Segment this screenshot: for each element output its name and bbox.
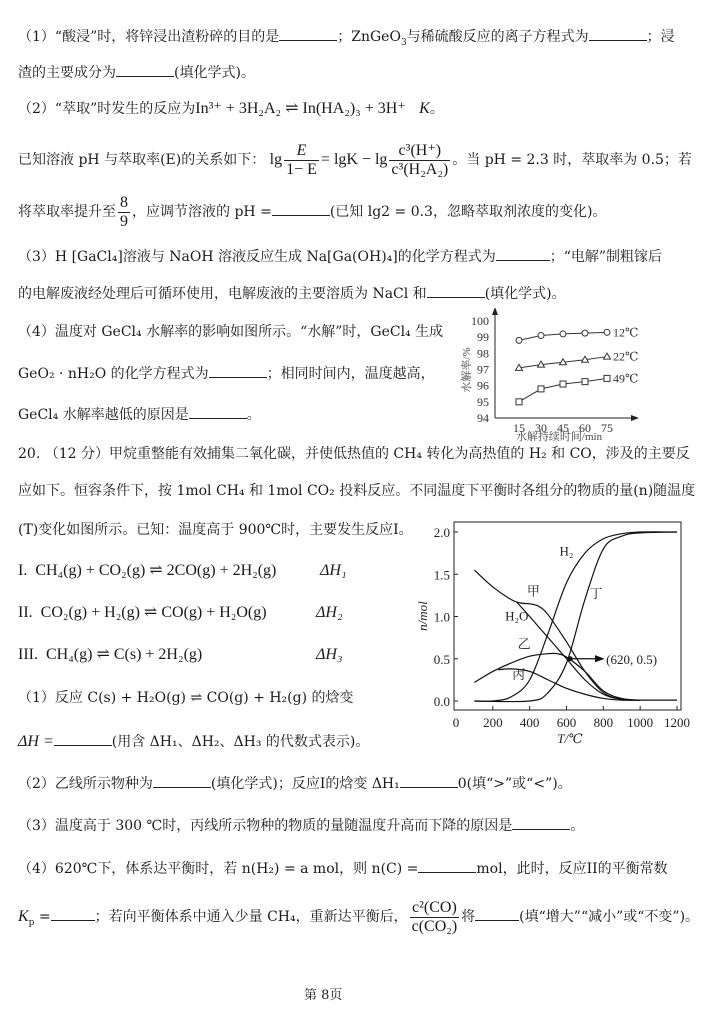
text: 。 (429, 101, 444, 117)
text: 已知溶液 pH 与萃取率(E)的关系如下： (18, 152, 266, 168)
data-point-circle (560, 331, 566, 337)
text: 应如下。恒容条件下，按 1mol CH₄ 和 1mol CO₂ 投料反应。不同温度下平衡时各组分的物质的量(n)随温度 (18, 483, 696, 499)
x-tick-label: 15 (513, 421, 525, 435)
answer-blank[interactable] (589, 26, 647, 41)
denominator: 9 (120, 212, 128, 230)
text: 。 (570, 818, 585, 834)
subscript: 3 (400, 37, 407, 48)
denominator: c³(H₂A₂) (391, 160, 449, 178)
equilibrium-amount-chart (415, 515, 710, 765)
answer-blank[interactable] (51, 906, 95, 921)
denominator: c(CO₂) (411, 917, 458, 935)
text: (填化学式)。 (484, 286, 566, 302)
y-tick-label: 96 (477, 378, 489, 393)
y-tick-label: 98 (477, 346, 489, 361)
formula-middle: = lgK − lg (320, 151, 388, 168)
q20-intro-line3 (18, 520, 413, 540)
subscript: p (28, 917, 35, 928)
answer-blank[interactable] (272, 201, 330, 216)
text: (填化学式)；反应I的焓变 ΔH₁ (210, 776, 400, 792)
annotation-label: (620, 0.5) (606, 651, 658, 667)
legend-label: 49℃ (613, 371, 639, 386)
x-tick-label: 30 (535, 421, 547, 435)
reaction-2 (18, 603, 343, 623)
x-tick-label: 75 (601, 421, 613, 435)
reaction-equation: CH₄(g) + CO₂(g) ⇌ 2CO(g) + 2H₂(g) (35, 562, 277, 579)
text: (填“增大”“减小”或“不变”)。 (519, 909, 700, 925)
x-tick-label: 400 (519, 715, 540, 730)
text: 将 (461, 909, 476, 925)
y-tick-label: 97 (477, 362, 489, 377)
data-point-triangle (604, 353, 611, 359)
fraction (389, 142, 450, 179)
data-point-square (582, 379, 588, 385)
text: = (34, 909, 51, 925)
series-label: 丙 (512, 667, 526, 683)
x-tick-label: 200 (483, 715, 503, 730)
data-point-circle (516, 337, 522, 343)
answer-blank[interactable] (418, 858, 476, 873)
kp-symbol: K (18, 908, 29, 925)
fraction (118, 194, 130, 231)
text: （3）温度高于 300 ℃时，丙线所示物种的物质的量随温度升高而下降的原因是 (18, 818, 513, 834)
text: ；浸 (646, 29, 675, 45)
text: （2）“萃取”时发生的反应为 (18, 101, 196, 117)
series-label: 甲 (526, 583, 540, 599)
answer-blank[interactable] (475, 906, 519, 921)
answer-blank[interactable] (189, 404, 247, 419)
x-tick-label: 1000 (627, 715, 654, 730)
y-tick-label: 2.0 (433, 525, 450, 540)
reaction-equation: CO₂(g) + H₂(g) ⇌ CO(g) + H₂O(g) (40, 604, 267, 621)
y-tick-label: 1.5 (433, 567, 450, 583)
answer-blank[interactable] (153, 773, 211, 788)
q19-part4-line2 (18, 363, 435, 384)
numerator: 8 (120, 193, 128, 211)
hydrolysis-rate-chart (455, 308, 710, 443)
y-tick-label: 100 (471, 314, 489, 328)
text: ；相同时间内，温度越高， (266, 366, 435, 382)
series-label: H₂ (559, 543, 574, 559)
text: （2）乙线所示物种为 (18, 776, 153, 792)
enthalpy-symbol: ΔH₂ (316, 604, 343, 621)
text: ，应调节溶液的 pH = (132, 204, 272, 220)
y-tick-label: 0.0 (433, 694, 450, 709)
q19-part4-line1 (18, 322, 443, 342)
data-point-square (516, 399, 522, 405)
q20-intro-line2 (18, 481, 695, 501)
y-tick-label: 94 (477, 411, 489, 425)
text: 的电解废液经处理后可循环使用，电解废液的主要溶质为 NaCl 和 (18, 286, 427, 302)
data-point-square (604, 375, 610, 381)
text: ；ZnGeO (337, 29, 401, 45)
q19-part1-line1 (18, 26, 675, 53)
answer-blank[interactable] (279, 26, 337, 41)
denominator: 1− E (286, 160, 317, 178)
equation: In³⁺ + 3H₂A₂ ⇌ In(HA₂)₃ + 3H⁺ (195, 100, 406, 117)
text: mol，此时，反应II的平衡常数 (476, 861, 668, 877)
q20-sub1-line2 (18, 731, 369, 752)
fraction (410, 899, 460, 936)
text: ；若向平衡体系中通入少量 CH₄，重新达平衡后， (94, 909, 408, 925)
text: 与稀硫酸反应的离子方程式为 (406, 29, 589, 45)
text: (T)变化如图所示。已知：温度高于 900℃时，主要发生反应I。 (18, 522, 413, 538)
q20-sub4-line1 (18, 858, 668, 879)
formula-lg: lg (269, 151, 283, 168)
x-tick-label: 600 (556, 715, 577, 730)
answer-blank[interactable] (209, 363, 267, 378)
text: （1）反应 C(s) + H₂O(g) ⇌ CO(g) + H₂(g) 的焓变 (18, 690, 354, 706)
series-label: 丁 (589, 585, 603, 601)
text: GeO₂ · nH₂O 的化学方程式为 (18, 366, 209, 382)
q19-part2-line2 (18, 140, 692, 180)
answer-blank[interactable] (54, 731, 112, 746)
q20-sub1-line1 (18, 688, 354, 708)
q19-part1-line2 (18, 62, 255, 83)
x-tick-label: 60 (579, 421, 591, 435)
enthalpy-symbol: ΔH₃ (316, 646, 343, 663)
text: (已知 lg2 = 0.3，忽略萃取剂浓度的变化)。 (329, 204, 607, 220)
x-tick-label: 45 (557, 421, 569, 435)
text: ΔH = (18, 733, 54, 750)
equilibrium-constant: K (419, 100, 430, 117)
text: 。 (246, 407, 261, 423)
series-label: H₂O (505, 608, 529, 624)
text: (填化学式)。 (174, 65, 255, 81)
text: 。当 pH = 2.3 时，萃取率为 0.5；若 (452, 152, 692, 168)
q19-part2-line3 (18, 192, 606, 232)
text: 0(填“>”或“<”)。 (457, 776, 572, 792)
x-axis-label: T/℃ (557, 731, 583, 746)
y-tick-label: 95 (477, 394, 489, 409)
answer-blank[interactable] (512, 815, 570, 830)
page-number: 第 8页 (304, 988, 343, 1003)
fraction (284, 142, 319, 179)
reaction-1 (18, 561, 347, 581)
y-tick-label: 1.0 (433, 609, 450, 625)
y-axis-label: n/mol (415, 601, 430, 631)
text: 20. （12 分）甲烷重整能有效捕集二氧化碳，并使低热值的 CH₄ 转化为高热值的 H₂ 和 CO，涉及的主要反 (18, 446, 690, 462)
q20-sub2 (18, 773, 572, 794)
text: GeCl₄ 水解率越低的原因是 (18, 407, 189, 423)
data-point-square (538, 386, 544, 392)
q19-part4-line3 (18, 404, 261, 425)
y-axis-label: 水解率/% (461, 347, 473, 393)
text: ；“电解”制粗镓后 (549, 249, 663, 265)
text: （4）温度对 GeCl₄ 水解率的影响如图所示。“水解”时，GeCl₄ 生成 (18, 324, 444, 340)
answer-blank[interactable] (427, 283, 485, 298)
q20-intro-line1 (18, 444, 690, 464)
x-axis-label: 水解持续时间/min (515, 431, 603, 443)
q19-part3-line2 (18, 283, 566, 304)
reaction-3 (18, 645, 343, 665)
answer-blank[interactable] (496, 246, 550, 261)
x-tick-label: 0 (452, 715, 460, 730)
legend-label: 22℃ (613, 349, 639, 364)
reaction-equation: CH₄(g) ⇌ C(s) + 2H₂(g) (45, 646, 203, 663)
q20-sub3 (18, 815, 584, 836)
data-point-circle (604, 329, 610, 335)
answer-blank[interactable] (400, 773, 458, 788)
text: （3）H [GaCl₄]溶液与 NaOH 溶液反应生成 Na[Ga(OH)₄]的化学方程式为 (18, 249, 496, 265)
q19-part3-line1 (18, 246, 662, 267)
x-tick-label: 800 (593, 715, 614, 730)
data-point-square (560, 381, 566, 387)
data-point-circle (538, 333, 544, 339)
answer-blank[interactable] (116, 62, 174, 77)
y-tick-label: 99 (477, 330, 489, 345)
numerator: c²(CO) (410, 899, 460, 918)
enthalpy-symbol: ΔH₁ (320, 562, 347, 579)
reaction-label: I. (18, 562, 28, 579)
reaction-label: III. (18, 646, 38, 663)
text: (用含 ΔH₁、ΔH₂、ΔH₃ 的代数式表示)。 (111, 734, 370, 750)
text: （4）620℃下，体系达平衡时，若 n(H₂) = a mol，则 n(C) = (18, 861, 419, 877)
data-point-circle (582, 330, 588, 336)
x-tick-label: 1200 (664, 715, 690, 730)
q20-sub4-line2 (18, 897, 699, 943)
numerator: c³(H⁺) (389, 142, 450, 161)
text: （1）“酸浸”时，将锌浸出渣粉碎的目的是 (18, 29, 280, 45)
legend-label: 12℃ (613, 325, 639, 340)
text: 将萃取率提升至 (18, 204, 116, 220)
numerator: E (284, 142, 319, 161)
reaction-label: II. (18, 604, 33, 621)
q19-part2-line1 (18, 99, 444, 119)
text: 渣的主要成分为 (18, 65, 116, 81)
series-label: 乙 (517, 636, 531, 652)
y-tick-label: 0.5 (433, 651, 450, 667)
